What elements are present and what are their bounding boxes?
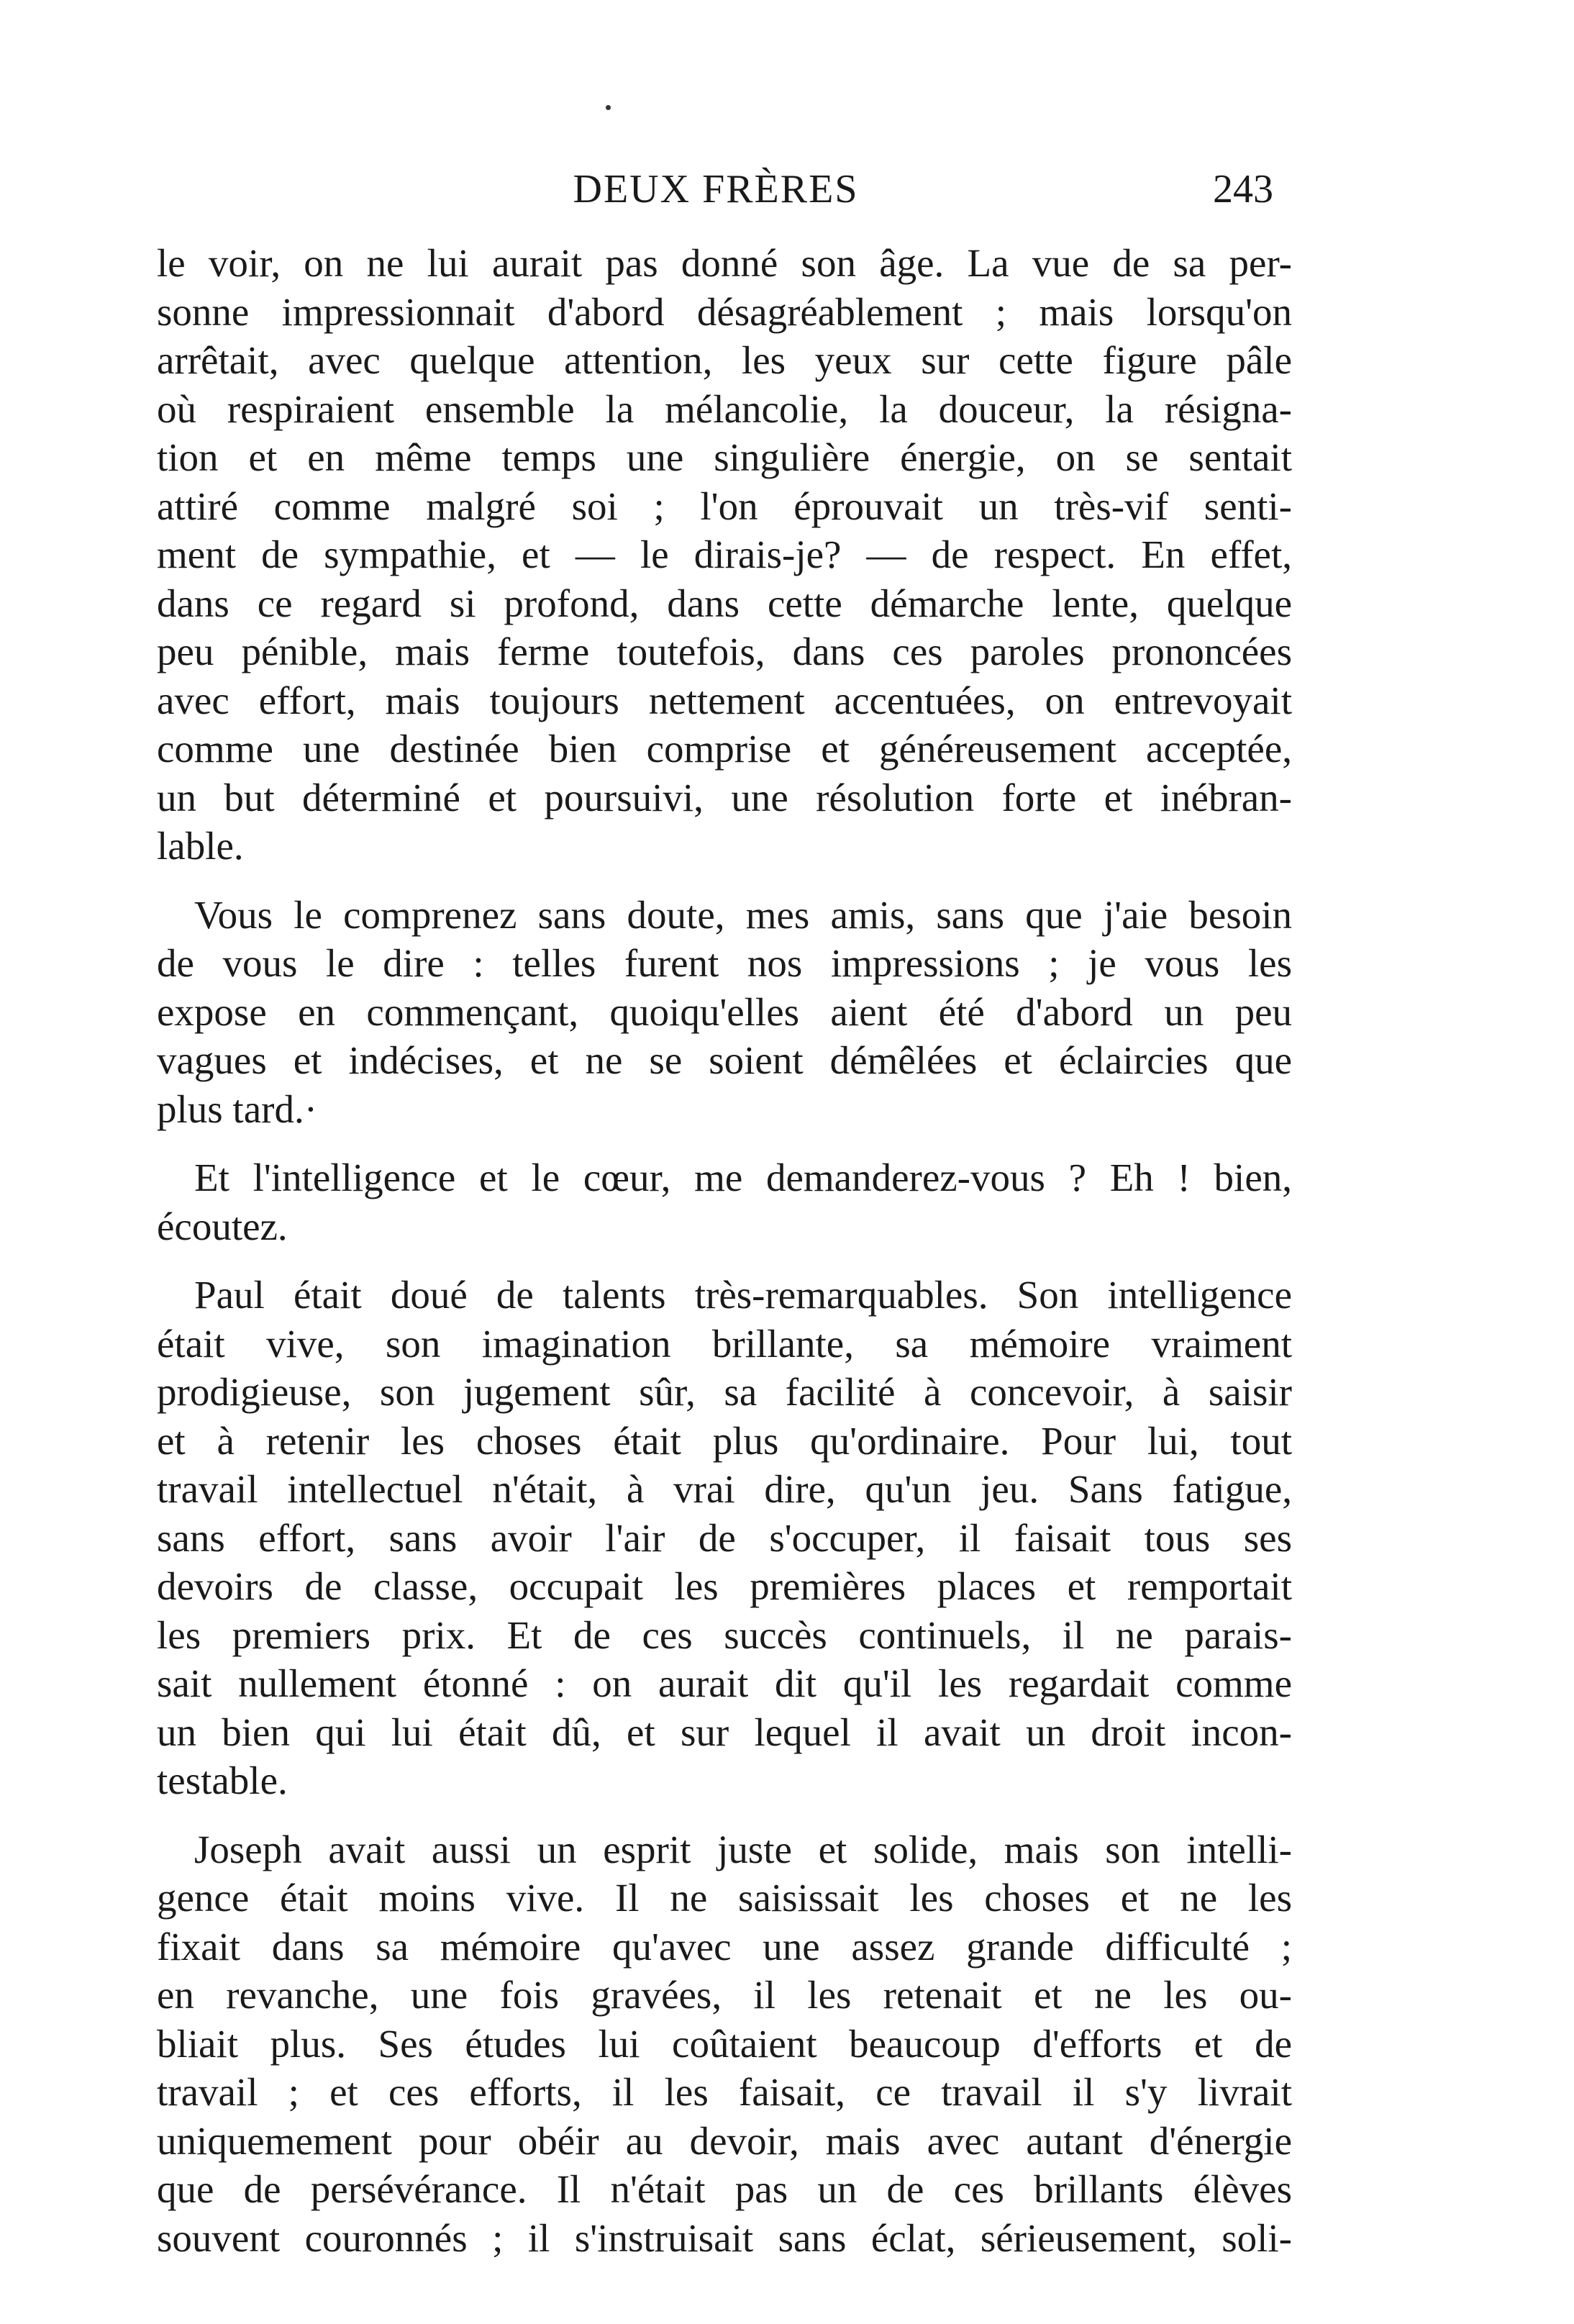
page-number: 243 [1213,167,1273,212]
text-line: ment de sympathie, et — le dirais-je? — de respect. En effet, [157,532,1292,576]
running-title: DEUX FRÈRES [573,167,859,212]
text-line: sans effort, sans avoir l'air de s'occuper, il faisait tous ses [157,1515,1292,1560]
text-line: Et l'intelligence et le cœur, me demanderez-vous ? Eh ! bien, [194,1156,1292,1199]
text-line: Vous le comprenez sans doute, mes amis, sans que j'aie besoin [194,892,1292,937]
text-line: sonne impressionnait d'abord désagréablement ; mais lorsqu'on [157,289,1292,334]
text-line: plus tard.· [157,1086,318,1131]
paragraph-4 [157,1271,1292,1805]
text-line: sait nullement étonné : on aurait dit qu'il les regardait comme [157,1661,1292,1705]
text-line: devoirs de classe, occupait les premières places et remportait [157,1564,1292,1608]
text-line: Paul était doué de talents très-remarquables. Son intelligence [194,1273,1292,1317]
paragraph-3 [157,1153,1292,1250]
text-line: écoutez. [157,1204,288,1248]
text-line: Joseph avait aussi un esprit juste et solide, mais son intelli- [194,1827,1292,1871]
page-header [158,164,1273,214]
text-line: vagues et indécises, et ne se soient démêlées et éclaircies que [157,1038,1292,1082]
text-line: arrêtait, avec quelque attention, les yeux sur cette figure pâle [157,338,1292,382]
text-line: un bien qui lui était dû, et sur lequel il avait un droit incon- [157,1710,1292,1754]
text-line: que de persévérance. Il n'était pas un de ces brillants élèves [157,2167,1292,2211]
text-line: et à retenir les choses était plus qu'ordinaire. Pour lui, tout [157,1418,1292,1463]
text-line: avec effort, mais toujours nettement accentuées, on entrevoyait [157,678,1292,722]
text-line: expose en commençant, quoiqu'elles aient été d'abord un peu [157,989,1292,1034]
text-line: peu pénible, mais ferme toutefois, dans ces paroles prononcées [157,630,1292,673]
text-line: uniquemement pour obéir au devoir, mais avec autant d'énergie [157,2118,1292,2163]
text-line: gence était moins vive. Il ne saisissait les choses et ne les [157,1876,1292,1920]
text-line: travail intellectuel n'était, à vrai dire, qu'un jeu. Sans fatigue, [157,1467,1292,1511]
text-line: dans ce regard si profond, dans cette démarche lente, quelque [157,581,1292,625]
text-line: bliait plus. Ses études lui coûtaient beaucoup d'efforts et de [157,2021,1292,2066]
text-line: prodigieuse, son jugement sûr, sa facilité à concevoir, à saisir [157,1370,1292,1414]
paragraph-5 [157,1825,1292,2263]
text-line: attiré comme malgré soi ; l'on éprouvait un très-vif senti- [157,484,1292,528]
paragraph-1 [157,239,1292,871]
text-line: testable. [157,1758,288,1802]
text-line: un but déterminé et poursuivi, une résolution forte et inébran- [157,775,1292,820]
text-line: travail ; et ces efforts, il les faisait, ce travail il s'y livrait [157,2070,1292,2114]
text-line: où respiraient ensemble la mélancolie, la douceur, la résigna- [157,386,1292,431]
text-line: lable. [157,824,244,868]
text-line: les premiers prix. Et de ces succès continuels, il ne parais- [157,1612,1292,1657]
text-line: tion et en même temps une singulière énergie, on se sentait [157,435,1292,479]
text-line: était vive, son imagination brillante, sa mémoire vraiment [157,1321,1292,1366]
text-line: comme une destinée bien comprise et généreusement acceptée, [157,727,1292,771]
text-line: le voir, on ne lui aurait pas donné son âge. La vue de sa per- [157,241,1292,285]
text-line: fixait dans sa mémoire qu'avec une assez grande difficulté ; [157,1924,1292,1969]
ink-speck [606,105,611,110]
text-line: souvent couronnés ; il s'instruisait sans éclat, sérieusement, soli- [157,2215,1292,2260]
text-line: de vous le dire : telles furent nos impressions ; je vous les [157,941,1292,985]
paragraph-2 [157,891,1292,1134]
body-text [157,239,1292,2282]
text-line: en revanche, une fois gravées, il les retenait et ne les ou- [157,1973,1292,2017]
